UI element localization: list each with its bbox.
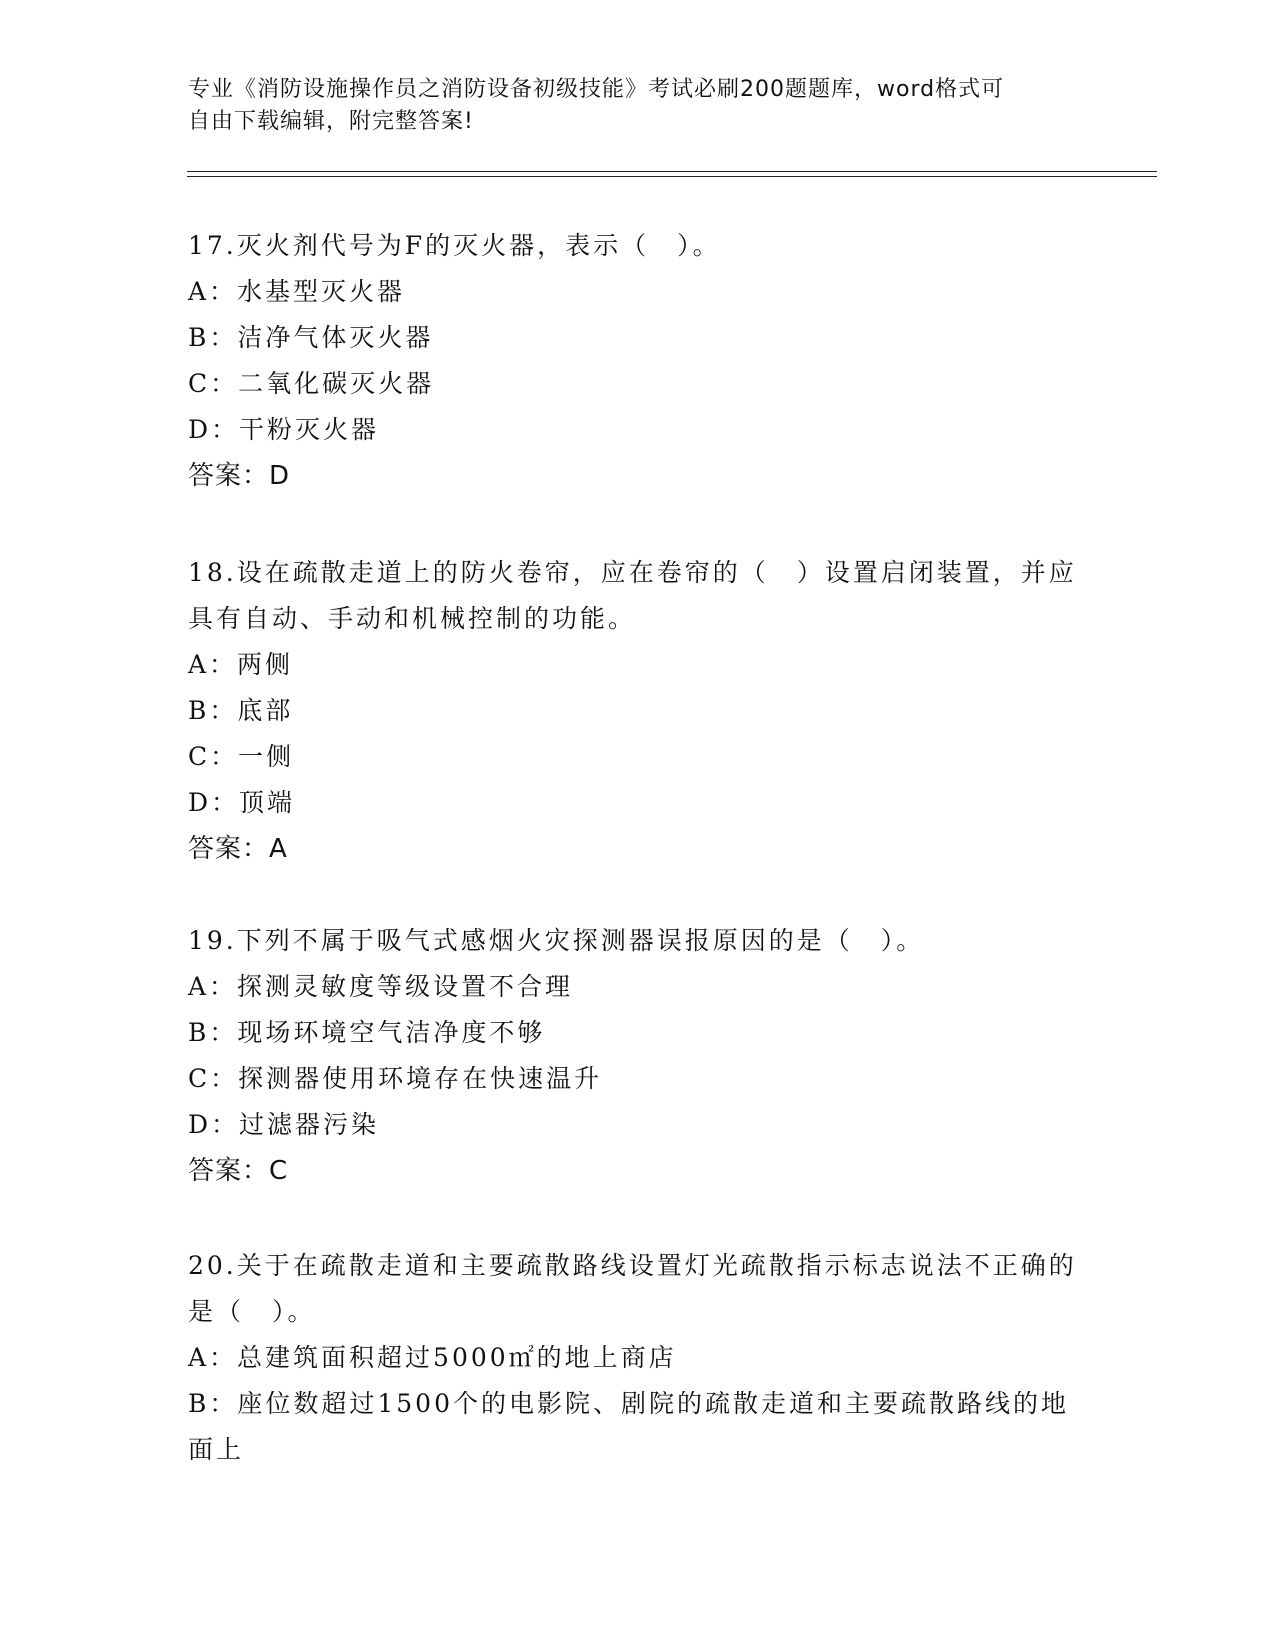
question-stem: 18.设在疏散走道上的防火卷帘，应在卷帘的（ ）设置启闭装置，并应具有自动、手动和机械控制的功能。 [188, 558, 1077, 633]
option-c: C：探测器使用环境存在快速温升 [188, 1064, 603, 1093]
option-a: A：水基型灭火器 [188, 277, 406, 306]
question-stem: 19.下列不属于吸气式感烟火灾探测器误报原因的是（ ）。 [188, 926, 925, 955]
answer: 答案：D [188, 461, 291, 491]
question-17 [188, 223, 1078, 499]
option-b: B：底部 [188, 696, 294, 725]
header-rule-top [187, 171, 1157, 172]
option-d: D：过滤器污染 [188, 1110, 380, 1139]
answer: 答案：C [188, 1156, 289, 1186]
question-19 [188, 918, 1078, 1194]
option-a: A：探测灵敏度等级设置不合理 [188, 972, 574, 1001]
header-line-1: 专业《消防设施操作员之消防设备初级技能》考试必刷200题题库，word格式可 [188, 77, 1005, 102]
option-a: A：总建筑面积超过5000㎡的地上商店 [188, 1343, 677, 1372]
answer: 答案：A [188, 834, 288, 864]
option-c: C：二氧化碳灭火器 [188, 369, 435, 398]
question-18 [188, 550, 1078, 872]
option-d: D：干粉灭火器 [188, 415, 380, 444]
header-rule-bottom [187, 176, 1157, 177]
option-d: D：顶端 [188, 788, 296, 817]
document-header [188, 74, 1068, 138]
option-b: B：座位数超过1500个的电影院、剧院的疏散走道和主要疏散路线的地面上 [188, 1389, 1069, 1464]
option-c: C：一侧 [188, 742, 295, 771]
question-stem: 17.灭火剂代号为F的灭火器，表示（ ）。 [188, 231, 721, 260]
question-stem: 20.关于在疏散走道和主要疏散路线设置灯光疏散指示标志说法不正确的是（ ）。 [188, 1251, 1077, 1326]
option-b: B：现场环境空气洁净度不够 [188, 1018, 546, 1047]
question-20 [188, 1243, 1078, 1473]
option-a: A：两侧 [188, 650, 294, 679]
option-b: B：洁净气体灭火器 [188, 323, 434, 352]
header-line-2: 自由下载编辑，附完整答案! [188, 109, 474, 134]
